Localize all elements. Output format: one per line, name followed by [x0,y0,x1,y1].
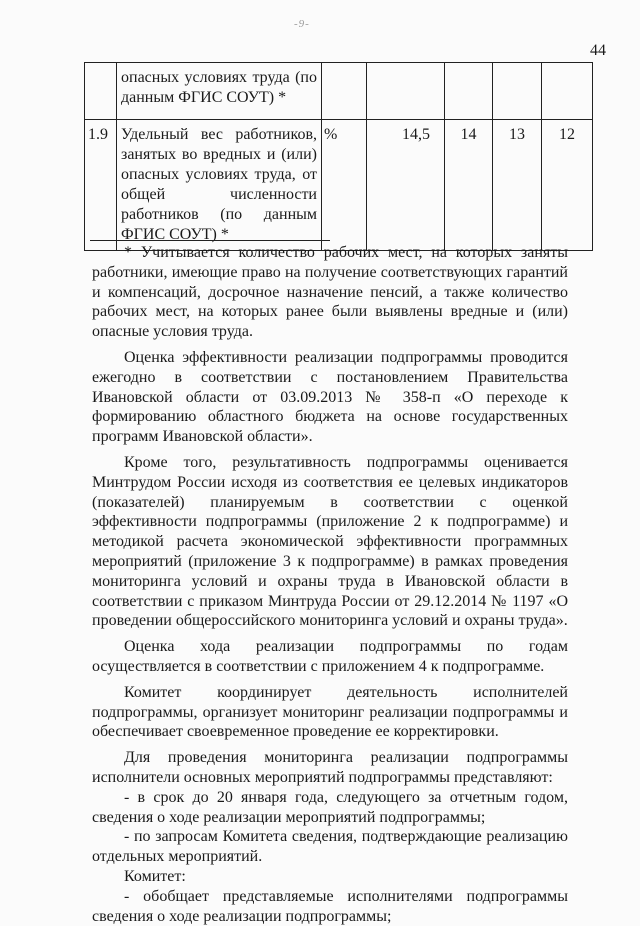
list-item: - в срок до 20 января года, следующего за отчетным годом, сведения о ходе реализации мероприятий подпрограммы; [92,788,568,826]
footnote-divider [90,240,330,241]
indicators-table [84,62,593,251]
cell-value-3 [493,63,542,120]
archive-stamp: -9- [294,18,310,30]
cell-value-1: 14,5 [367,120,445,251]
cell-value-2 [445,63,493,120]
table-row [85,63,593,120]
cell-value-1 [367,63,445,120]
cell-unit: % [322,120,367,251]
cell-unit [322,63,367,120]
list-item: - по запросам Комитета сведения, подтверждающие реализацию отдельных мероприятий. [92,828,568,866]
list-item: - обобщает представляемые исполнителями подпрограммы сведения о ходе реализации подпрограммы; [92,887,568,925]
document-body [92,243,568,926]
cell-value-4 [542,63,593,120]
page-number: 44 [590,42,606,59]
cell-indicator-name: Удельный вес работников, занятых во вредных и (или) опасных условиях труда, от общей численности работников (по данным ФГИС СОУТ) * [117,120,322,251]
paragraph-committee: Комитет: [124,867,186,885]
paragraph-effectiveness: Кроме того, результативность подпрограммы оценивается Минтрудом России исходя из соответствия ее целевых индикаторов (показателей) планируемым в соответствии с оценкой эффективности подпрограммы (приложение 2 к подпрограмме) и методикой расчета экономической эффективности программных мероприятий (приложение 3 к подпрограмме) в рамках проведения мониторинга условий и охраны труда в Ивановской области в соответствии с приказом Минтруда России от 29.12.2014 № 1197 «О проведении общероссийского мониторинга условий и охраны труда». [92,453,568,630]
table-row [85,120,593,251]
cell-number: 1.9 [85,120,117,251]
paragraph-evaluation: Оценка эффективности реализации подпрограммы проводится ежегодно в соответствии с постановлением Правительства Ивановской области от 03.09.2013 № 358-п «О переходе к формированию областного бюджета на основе государственных программ Ивановской области». [92,348,568,446]
cell-value-3: 13 [493,120,542,251]
cell-value-2: 14 [445,120,493,251]
paragraph-monitoring: Для проведения мониторинга реализации подпрограммы исполнители основных мероприятий подпрограммы представляют: [92,749,568,786]
paragraph-coordination: Комитет координирует деятельность исполнителей подпрограммы, организует мониторинг реализации подпрограммы и обеспечивает своевременное проведение ее корректировки. [92,683,568,741]
footnote-text: * Учитывается количество рабочих мест, на которых заняты работники, имеющие право на получение соответствующих гарантий и компенсаций, досрочное назначение пенсий, а также количество рабочих мест, на которых ранее были выявлены вредные и (или) опасные условия труда. [92,244,568,341]
cell-indicator-name: опасных условиях труда (по данным ФГИС СОУТ) * [117,63,322,120]
cell-value-4: 12 [542,120,593,251]
cell-number [85,63,117,120]
paragraph-progress: Оценка хода реализации подпрограммы по годам осуществляется в соответствии с приложением 4 к подпрограмме. [92,638,568,675]
